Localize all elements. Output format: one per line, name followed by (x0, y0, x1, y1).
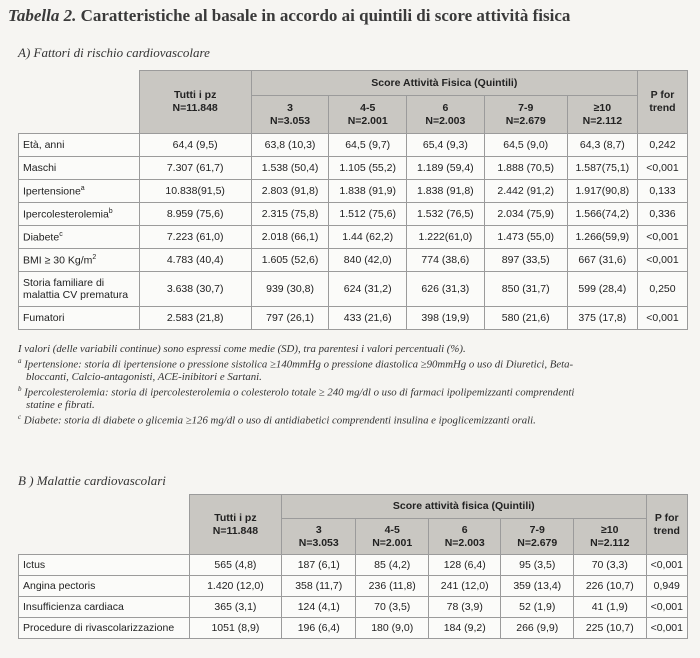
table-row (19, 555, 688, 576)
cell-q3: 1.838 (91,8) (407, 180, 485, 203)
cell-q4: 95 (3,5) (501, 555, 574, 576)
cell-q5: 1.587(75,1) (567, 157, 637, 180)
row-label: Fumatori (19, 307, 140, 330)
cell-q3: 184 (9,2) (428, 618, 501, 639)
cell-q2: 1.44 (62,2) (329, 226, 407, 249)
cell-ptrend: <0,001 (637, 307, 687, 330)
cell-q1: 124 (4,1) (282, 597, 356, 618)
cell-q4: 897 (33,5) (484, 249, 567, 272)
row-label: Ipercolesterolemia$^b$ (19, 203, 140, 226)
cell-q1: 63,8 (10,3) (251, 134, 329, 157)
cell-q1: 187 (6,1) (282, 555, 356, 576)
row-label: Angina pectoris (19, 576, 190, 597)
cell-q5: 226 (10,7) (574, 576, 647, 597)
cell-q3: 1.532 (76,5) (407, 203, 485, 226)
row-label: Ipertensione$^a$ (19, 180, 140, 203)
cell-ptrend: <0,001 (646, 555, 687, 576)
cell-q3: 241 (12,0) (428, 576, 501, 597)
cell-q4: 2.034 (75,9) (484, 203, 567, 226)
table-row (19, 134, 688, 157)
cell-q2: 433 (21,6) (329, 307, 407, 330)
cell-q3: 398 (19,9) (407, 307, 485, 330)
cell-q3: 1.222(61,0) (407, 226, 485, 249)
cell-q2: 70 (3,5) (356, 597, 429, 618)
cell-q2: 236 (11,8) (356, 576, 429, 597)
cell-q1: 358 (11,7) (282, 576, 356, 597)
cell-q3: 626 (31,3) (407, 272, 485, 307)
cell-total: 365 (3,1) (189, 597, 281, 618)
cell-q2: 624 (31,2) (329, 272, 407, 307)
table-row (19, 576, 688, 597)
cell-q2: 1.105 (55,2) (329, 157, 407, 180)
cell-q2: 85 (4,2) (356, 555, 429, 576)
row-label: Maschi (19, 157, 140, 180)
cell-q1: 797 (26,1) (251, 307, 329, 330)
cell-total: 7.307 (61,7) (139, 157, 251, 180)
cell-q3: 774 (38,6) (407, 249, 485, 272)
table-number: Tabella 2. (8, 6, 77, 25)
table-caption: Caratteristiche al basale in accordo ai quintili di score attività fisica (80, 6, 571, 25)
footnote: $^b$ Ipercolesterolemia: storia di ipercolesterolemia o colesterolo totale ≥ 240 mg/dl o uso di farmaci ipolipemizzanti comprendenti (18, 385, 575, 399)
cell-ptrend: <0,001 (637, 249, 687, 272)
cell-ptrend: 0,336 (637, 203, 687, 226)
section-a-heading: A) Fattori di rischio cardiovascolare (18, 45, 210, 60)
cell-q2: 840 (42,0) (329, 249, 407, 272)
cell-ptrend: <0,001 (646, 597, 687, 618)
table-row (19, 203, 688, 226)
cell-q4: 359 (13,4) (501, 576, 574, 597)
cell-q4: 1.888 (70,5) (484, 157, 567, 180)
header-group: Score Attività Fisica (Quintili) (251, 71, 637, 96)
header-quintile-3: 6 N=2.003 (407, 96, 485, 134)
header-quintile-4: 7-9 N=2.679 (484, 96, 567, 134)
cell-q3: 78 (3,9) (428, 597, 501, 618)
cell-ptrend: <0,001 (646, 618, 687, 639)
cell-q1: 1.605 (52,6) (251, 249, 329, 272)
table-row (19, 249, 688, 272)
cell-q1: 2.803 (91,8) (251, 180, 329, 203)
table-risk-factors (18, 70, 688, 330)
cell-ptrend: 0,949 (646, 576, 687, 597)
cell-q3: 128 (6,4) (428, 555, 501, 576)
cell-q2: 1.838 (91,9) (329, 180, 407, 203)
table-row (19, 272, 688, 307)
cell-q5: 1.266(59,9) (567, 226, 637, 249)
cell-total: 64,4 (9,5) (139, 134, 251, 157)
header-group: Score attività fisica (Quintili) (282, 495, 647, 519)
header-quintile-1: 3 N=3.053 (251, 96, 329, 134)
footnote-continuation: statine e fibrati. (26, 399, 95, 411)
table-row (19, 157, 688, 180)
header-quintile-2: 4-5 N=2.001 (329, 96, 407, 134)
row-label: Età, anni (19, 134, 140, 157)
cell-q4: 850 (31,7) (484, 272, 567, 307)
table-row (19, 180, 688, 203)
cell-q4: 1.473 (55,0) (484, 226, 567, 249)
header-empty (19, 71, 140, 134)
header-quintile-4: 7-9 N=2.679 (501, 519, 574, 555)
cell-ptrend: 0,250 (637, 272, 687, 307)
header-quintile-3: 6 N=2.003 (428, 519, 501, 555)
cell-total: 3.638 (30,7) (139, 272, 251, 307)
cell-q1: 1.538 (50,4) (251, 157, 329, 180)
cell-ptrend: <0,001 (637, 226, 687, 249)
cell-ptrend: <0,001 (637, 157, 687, 180)
cell-q5: 64,3 (8,7) (567, 134, 637, 157)
footnote: $^a$ Ipertensione: storia di ipertensione o pressione sistolica ≥140mmHg o pressione diastolica ≥90mmHg o uso di Diuretici, Beta- (18, 357, 574, 371)
footnote: $^c$ Diabete: storia di diabete o glicemia ≥126 mg/dl o uso di antidiabetici comprendenti insulina e ipoglicemizzanti orali. (18, 413, 536, 427)
header-ptrend: P for trend (637, 71, 687, 134)
header-quintile-1: 3 N=3.053 (282, 519, 356, 555)
footnote: I valori (delle variabili continue) sono espressi come medie (SD), tra parentesi i valori percentuali (%). (18, 343, 466, 355)
cell-q5: 667 (31,6) (567, 249, 637, 272)
cell-q5: 375 (17,8) (567, 307, 637, 330)
section-b-heading: B ) Malattie cardiovascolari (18, 473, 166, 488)
cell-q4: 64,5 (9,0) (484, 134, 567, 157)
cell-q5: 599 (28,4) (567, 272, 637, 307)
cell-total: 2.583 (21,8) (139, 307, 251, 330)
footnote-continuation: bloccanti, Calcio-antagonisti, ACE-inibitori e Sartani. (26, 371, 262, 383)
header-quintile-2: 4-5 N=2.001 (356, 519, 429, 555)
cell-q5: 70 (3,3) (574, 555, 647, 576)
row-label: Procedure di rivascolarizzazione (19, 618, 190, 639)
cell-total: 565 (4,8) (189, 555, 281, 576)
cell-q5: 1.917(90,8) (567, 180, 637, 203)
cell-q5: 41 (1,9) (574, 597, 647, 618)
header-ptrend: P for trend (646, 495, 687, 555)
cell-q1: 196 (6,4) (282, 618, 356, 639)
cell-q1: 2.018 (66,1) (251, 226, 329, 249)
row-label: Insufficienza cardiaca (19, 597, 190, 618)
cell-q1: 2.315 (75,8) (251, 203, 329, 226)
cell-q1: 939 (30,8) (251, 272, 329, 307)
table-cv-diseases (18, 494, 688, 639)
table-row (19, 597, 688, 618)
cell-total: 8.959 (75,6) (139, 203, 251, 226)
cell-total: 1051 (8,9) (189, 618, 281, 639)
cell-q4: 2.442 (91,2) (484, 180, 567, 203)
cell-q4: 52 (1,9) (501, 597, 574, 618)
cell-q5: 1.566(74,2) (567, 203, 637, 226)
cell-q2: 1.512 (75,6) (329, 203, 407, 226)
header-quintile-5: ≥10 N=2.112 (574, 519, 647, 555)
row-label: Storia familiare di malattia CV prematura (19, 272, 140, 307)
cell-q2: 64,5 (9,7) (329, 134, 407, 157)
header-total: Tutti i pz N=11.848 (139, 71, 251, 134)
cell-q5: 225 (10,7) (574, 618, 647, 639)
cell-ptrend: 0,133 (637, 180, 687, 203)
cell-q4: 266 (9,9) (501, 618, 574, 639)
cell-total: 1.420 (12,0) (189, 576, 281, 597)
row-label: Diabete$^c$ (19, 226, 140, 249)
table-title (8, 6, 570, 26)
cell-total: 7.223 (61,0) (139, 226, 251, 249)
row-label: BMI ≥ 30 $Kg/m^2$ (19, 249, 140, 272)
cell-total: 4.783 (40,4) (139, 249, 251, 272)
header-empty (19, 495, 190, 555)
cell-total: 10.838(91,5) (139, 180, 251, 203)
header-total: Tutti i pz N=11.848 (189, 495, 281, 555)
section-a-notes (18, 343, 688, 427)
table-row (19, 618, 688, 639)
cell-q3: 65,4 (9,3) (407, 134, 485, 157)
row-label: Ictus (19, 555, 190, 576)
header-quintile-5: ≥10 N=2.112 (567, 96, 637, 134)
cell-q2: 180 (9,0) (356, 618, 429, 639)
cell-q4: 580 (21,6) (484, 307, 567, 330)
cell-q3: 1.189 (59,4) (407, 157, 485, 180)
table-row (19, 307, 688, 330)
cell-ptrend: 0,242 (637, 134, 687, 157)
table-row (19, 226, 688, 249)
